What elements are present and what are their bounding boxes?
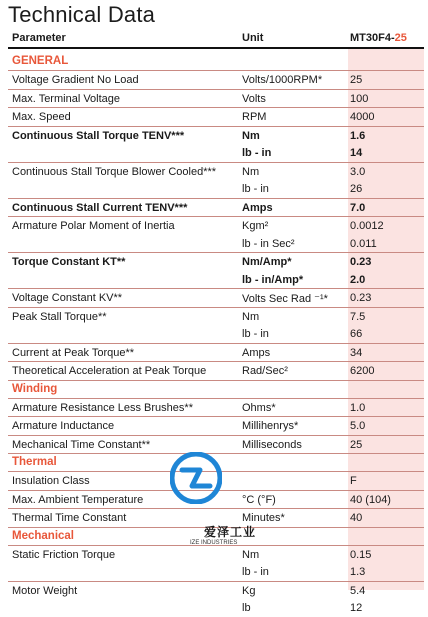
unit-cell: Volts/1000RPM* [242, 74, 323, 86]
parameter-cell: Motor Weight [12, 584, 78, 597]
table-row [8, 271, 424, 290]
watermark-text: 爱泽工业 [204, 525, 257, 539]
table-row [8, 180, 424, 199]
table-row [8, 108, 424, 127]
table-row [8, 253, 424, 271]
value-cell: 7.5 [350, 310, 366, 323]
table-row [8, 362, 424, 381]
table-row [8, 399, 424, 418]
unit-cell: Amps [242, 201, 273, 214]
unit-cell: lb [242, 602, 251, 614]
header-parameter: Parameter [12, 32, 66, 44]
parameter-cell: Voltage Constant KV** [12, 292, 123, 304]
parameter-cell: Voltage Gradient No Load [12, 74, 139, 86]
value-cell: 40 (104) [350, 493, 391, 506]
section-label: GENERAL [12, 55, 69, 67]
value-cell: 7.0 [350, 201, 366, 214]
parameter-cell: Insulation Class [12, 475, 90, 487]
parameter-cell: Max. Terminal Voltage [12, 92, 121, 105]
parameter-cell: Continuous Stall Torque TENV*** [12, 129, 185, 142]
unit-cell: Rad/Sec² [242, 365, 288, 377]
model-name: MT30F4- [350, 32, 395, 44]
unit-cell: Nm/Amp* [242, 256, 292, 268]
table-row [8, 417, 424, 436]
unit-cell: Kg [242, 584, 256, 597]
parameter-cell: Current at Peak Torque** [12, 346, 135, 359]
unit-cell: RPM [242, 111, 267, 123]
table-row [8, 144, 424, 163]
unit-cell: Nm [242, 165, 260, 178]
value-cell: 4000 [350, 111, 375, 123]
value-cell: 2.0 [350, 273, 366, 286]
table-row [8, 325, 424, 344]
unit-cell: Nm [242, 548, 260, 561]
section-label: Thermal [12, 456, 57, 468]
value-cell: 6200 [350, 365, 375, 377]
value-cell: 25 [350, 438, 363, 451]
parameter-cell: Armature Resistance Less Brushes** [12, 401, 193, 414]
table-row [8, 71, 424, 90]
value-cell: F [350, 475, 357, 487]
parameter-cell: Peak Stall Torque** [12, 310, 107, 323]
unit-cell: Nm [242, 129, 260, 142]
unit-cell: lb - in [242, 566, 269, 578]
value-cell: 0.011 [350, 237, 377, 250]
value-cell: 66 [350, 328, 363, 340]
value-cell: 40 [350, 512, 363, 524]
parameter-cell: Armature Inductance [12, 420, 115, 432]
value-cell: 5.4 [350, 584, 366, 597]
unit-cell: Kgm² [242, 220, 269, 232]
table-row [8, 289, 424, 308]
page-title: Technical Data [8, 2, 156, 27]
section-heading [8, 53, 424, 71]
value-cell: 0.23 [350, 256, 372, 268]
table-row [8, 308, 424, 326]
value-cell: 1.0 [350, 401, 366, 414]
header-model [350, 32, 407, 44]
model-suffix: 25 [394, 32, 407, 44]
section-heading [8, 381, 424, 399]
section-label: Winding [12, 382, 58, 395]
parameter-cell: Armature Polar Moment of Inertia [12, 220, 175, 232]
value-cell: 0.0012 [350, 220, 384, 232]
section-label: Mechanical [12, 529, 74, 542]
value-cell: 1.6 [350, 129, 366, 142]
unit-cell: Volts Sec Rad ⁻¹* [242, 293, 328, 305]
watermark-subtext: IZE INDUSTRIES [190, 540, 238, 546]
unit-cell: Milliseconds [242, 438, 302, 451]
table-row [8, 235, 424, 254]
value-cell: 25 [350, 74, 363, 86]
unit-cell: °C (°F) [242, 493, 276, 506]
value-cell: 5.0 [350, 420, 366, 432]
parameter-cell: Continuous Stall Current TENV*** [12, 201, 188, 214]
unit-cell: Millihenrys* [242, 420, 299, 432]
unit-cell: lb - in [242, 183, 269, 195]
table-row [8, 344, 424, 363]
unit-cell: lb - in Sec² [242, 237, 295, 250]
value-cell: 100 [350, 92, 369, 105]
value-cell: 1.3 [350, 566, 366, 578]
table-row [8, 127, 424, 145]
parameter-cell: Max. Speed [12, 111, 71, 123]
table-row [8, 546, 424, 564]
header-unit: Unit [242, 32, 264, 44]
value-cell: 0.23 [350, 292, 372, 304]
unit-cell: Volts [242, 92, 266, 105]
value-cell: 3.0 [350, 165, 366, 178]
table-row [8, 163, 424, 181]
table-row [8, 199, 424, 218]
unit-cell: Ohms* [242, 401, 276, 414]
value-cell: 14 [350, 147, 363, 159]
unit-cell: lb - in [242, 147, 272, 159]
table-row [8, 599, 424, 617]
table-row [8, 217, 424, 235]
watermark-logo-icon [170, 452, 222, 504]
table-row [8, 563, 424, 582]
unit-cell: Amps [242, 346, 271, 359]
parameter-cell: Torque Constant KT** [12, 256, 126, 268]
unit-cell: Nm [242, 310, 260, 323]
table-header [8, 30, 424, 49]
parameter-cell: Mechanical Time Constant** [12, 438, 151, 451]
unit-cell: lb - in/Amp* [242, 273, 304, 286]
table-row [8, 90, 424, 109]
parameter-cell: Theoretical Acceleration at Peak Torque [12, 365, 207, 377]
unit-cell: lb - in [242, 328, 269, 340]
parameter-cell: Thermal Time Constant [12, 512, 127, 524]
value-cell: 26 [350, 183, 363, 195]
table-row [8, 582, 424, 600]
parameter-cell: Max. Ambient Temperature [12, 493, 144, 506]
value-cell: 12 [350, 602, 363, 614]
parameter-cell: Static Friction Torque [12, 548, 116, 561]
value-cell: 0.15 [350, 548, 372, 561]
parameter-cell: Continuous Stall Torque Blower Cooled*** [12, 165, 217, 178]
value-cell: 34 [350, 346, 363, 359]
unit-cell: Minutes* [242, 512, 285, 524]
